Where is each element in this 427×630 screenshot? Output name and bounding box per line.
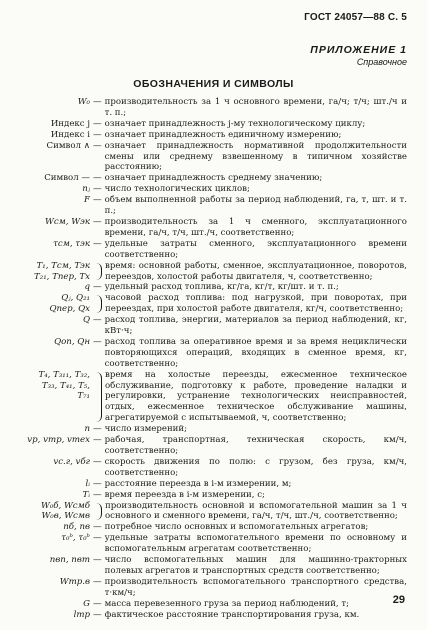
symbol-label: W₀ (77, 97, 90, 107)
symbol-label: n (84, 424, 90, 435)
symbol-description: означает принадлежность нормативной продолжительности смены или среднему взвешенному в типичном хозяйстве расстоянию; (104, 140, 407, 173)
brace-mark (93, 263, 102, 281)
symbol-description: расход топлива, энергии, материалов за период наблюдений, кг, кВт·ч; (104, 315, 407, 337)
symbol-entry (15, 97, 407, 119)
symbol-entry (15, 610, 407, 621)
dash-separator: — (93, 456, 102, 467)
page-number: 29 (392, 594, 405, 606)
dash-separator: — (93, 118, 102, 129)
dash-separator: — (93, 238, 102, 249)
symbol-entry (15, 337, 407, 370)
symbol-label: τсм, τэк (53, 238, 90, 249)
brace-mark (93, 503, 102, 521)
standard-header: ГОСТ 24057—88 С. 5 (304, 12, 407, 23)
symbol-label: G (83, 598, 90, 609)
symbol-entry (15, 184, 407, 195)
symbol-label: lтр (73, 609, 90, 620)
dash-separator: — (93, 598, 102, 609)
section-title: ОБОЗНАЧЕНИЯ И СИМВОЛЫ (133, 78, 294, 90)
symbol-label: Индекс j (50, 118, 90, 129)
symbol-label: Q (82, 315, 90, 326)
dash-separator: — (93, 609, 102, 620)
dash-separator: — (93, 336, 102, 347)
symbol-entry (15, 315, 407, 337)
symbol-description: время переезда в i-м измерении, с; (104, 489, 265, 500)
symbol-description: часовой расход топлива: под нагрузкой, при поворотах, при переездах, при холостой работе двигателя, кг/ч, соответственно; (105, 293, 407, 315)
dash-separator: — (93, 184, 102, 195)
symbol-entry (15, 217, 407, 239)
symbol-label: Tᵢ (82, 489, 90, 500)
symbol-description: производительность за 1 ч сменного, эксплуатационного времени, га/ч, т/ч, шт./ч, соответственно; (104, 216, 407, 238)
brace-mark (93, 295, 102, 313)
symbol-label: lᵢ (85, 478, 90, 489)
dash-separator: — (93, 424, 102, 435)
symbol-description: производительность вспомогательного транспортного средства, т·км/ч; (104, 576, 407, 598)
symbol-entry (15, 293, 407, 315)
symbol-description: потребное число основных и вспомогательных агрегатов; (104, 522, 369, 533)
symbol-label: T₄, T₃₁₁, T₃₂, T₃₃, T₄₁, T₅, T₇₁ (38, 369, 90, 402)
symbol-description: скорость движения по полю: с грузом, без груза, км/ч, соответственно; (104, 456, 407, 478)
symbol-entry (15, 195, 407, 217)
dash-separator: — (93, 315, 102, 326)
symbol-entry (15, 141, 407, 174)
symbol-entry (15, 173, 407, 184)
symbol-entry (15, 599, 407, 610)
symbol-label: vс.г, vбг (53, 456, 90, 467)
dash-separator: — (93, 533, 102, 544)
symbol-description: время на холостые переезды, ежесменное техническое обслуживание, подготовку к работе, проведение наладки и регулировки, устранение технологических неисправностей, отдых, ежесменное техническое обслуживание машины, агрегатируемой с испытываемой, ч, соответственно; (105, 369, 407, 424)
symbol-description: производительность за 1 ч основного времени, га/ч; т/ч; шт./ч и т. п.; (104, 97, 407, 118)
symbol-entry (15, 457, 407, 479)
dash-separator: — (93, 555, 102, 566)
symbol-entry (15, 239, 407, 261)
appendix-label: ПРИЛОЖЕНИЕ 1 (310, 44, 407, 56)
symbol-description: производительность основной и вспомогательной машин за 1 ч основного и сменного времени, га/ч, т/ч, шт./ч, соответственно; (105, 500, 407, 522)
symbol-label: nⱼ (82, 184, 90, 195)
symbol-description: удельные затраты вспомогательного времени по основному и вспомогательным агрегатам соответственно; (104, 533, 407, 555)
appendix-type: Справочное (356, 57, 407, 67)
symbol-label: Wсм, Wэк (44, 216, 90, 227)
dash-separator: — (93, 478, 102, 489)
symbol-description: фактическое расстояние транспортирования груза, км. (104, 609, 360, 620)
dash-separator: — (93, 195, 102, 206)
symbol-entry (15, 435, 407, 457)
symbol-entry (15, 130, 407, 141)
dash-separator: — (93, 522, 102, 533)
dash-separator: — (93, 282, 102, 293)
symbol-description: удельный расход топлива, кг/га, кг/т, кг/шт. и т. п.; (104, 282, 339, 293)
appendix-block (310, 44, 407, 67)
symbol-label: T₁, Tсм, Tэк T₂₁, Tпер, Tх (34, 260, 90, 282)
symbol-description: означает принадлежность среднему значению; (104, 173, 323, 184)
symbols-list (15, 97, 407, 621)
symbol-entry (15, 261, 407, 283)
symbol-description: число вспомогательных машин для машинно-тракторных полевых агрегатов и транспортных средств соответственно; (104, 555, 407, 576)
symbol-entry (15, 119, 407, 130)
symbol-description: число технологических циклов; (104, 184, 250, 195)
dash-separator: — (93, 140, 102, 151)
symbol-description: означает принадлежность единичному измерению; (104, 129, 342, 140)
symbol-label: q (84, 282, 90, 293)
symbol-description: объем выполненной работы за период наблюдений, га, т, шт. и т. п.; (104, 195, 407, 217)
symbol-entry (15, 522, 407, 533)
symbol-entry (15, 424, 407, 435)
symbol-label: Qⱼ, Q₂₁ Qпер, Qх (49, 293, 90, 315)
symbol-label: W₀б, Wсмб W₀в, Wсмв (40, 500, 90, 522)
dash-separator: — (93, 576, 102, 587)
symbol-description: рабочая, транспортная, техническая скорость, км/ч, соответственно; (104, 435, 407, 456)
symbol-entry (15, 577, 407, 599)
brace-mark (93, 372, 102, 423)
symbol-label: nб, nв (63, 522, 90, 533)
symbol-label: Символ ∧ (46, 140, 90, 151)
symbol-label: τ₀ᵇ, τ₀ᵇ (61, 533, 90, 544)
dash-separator: — (93, 173, 102, 184)
symbol-description: число измерений; (104, 424, 188, 435)
symbol-entry (15, 490, 407, 501)
symbol-entry (15, 533, 407, 555)
symbol-label: Wтр.в (59, 576, 90, 587)
dash-separator: — (93, 97, 102, 107)
dash-separator: — (93, 489, 102, 500)
symbol-label: vр, vтр, vтех (27, 435, 90, 446)
symbol-label: F (84, 195, 90, 206)
symbol-entry (15, 370, 407, 425)
symbol-entry (15, 555, 407, 577)
symbol-description: время: основной работы, сменное, эксплуатационное, поворотов, переездов, холостой работы двигателя, ч, соответственно; (105, 260, 407, 282)
symbol-description: означает принадлежность j-му технологическому циклу; (104, 118, 366, 129)
symbol-description: расстояние переезда в i-м измерении, м; (104, 478, 292, 489)
symbol-label: nвп, nвт (49, 555, 90, 566)
symbol-description: удельные затраты сменного, эксплуатационного времени соответственно; (104, 238, 407, 260)
symbol-entry (15, 501, 407, 523)
symbol-label: Символ — (44, 173, 90, 184)
symbol-label: Qоп, Qн (54, 336, 90, 347)
dash-separator: — (93, 129, 102, 140)
dash-separator: — (93, 435, 102, 446)
symbol-description: масса перевезенного груза за период наблюдений, т; (104, 598, 350, 609)
symbol-entry (15, 282, 407, 293)
symbol-label: Индекс i (50, 129, 90, 140)
symbol-entry (15, 479, 407, 490)
dash-separator: — (93, 216, 102, 227)
symbol-description: расход топлива за оперативное время и за время нециклически повторяющихся операций, входящих в сменное время, кг, соответственно; (104, 336, 407, 369)
